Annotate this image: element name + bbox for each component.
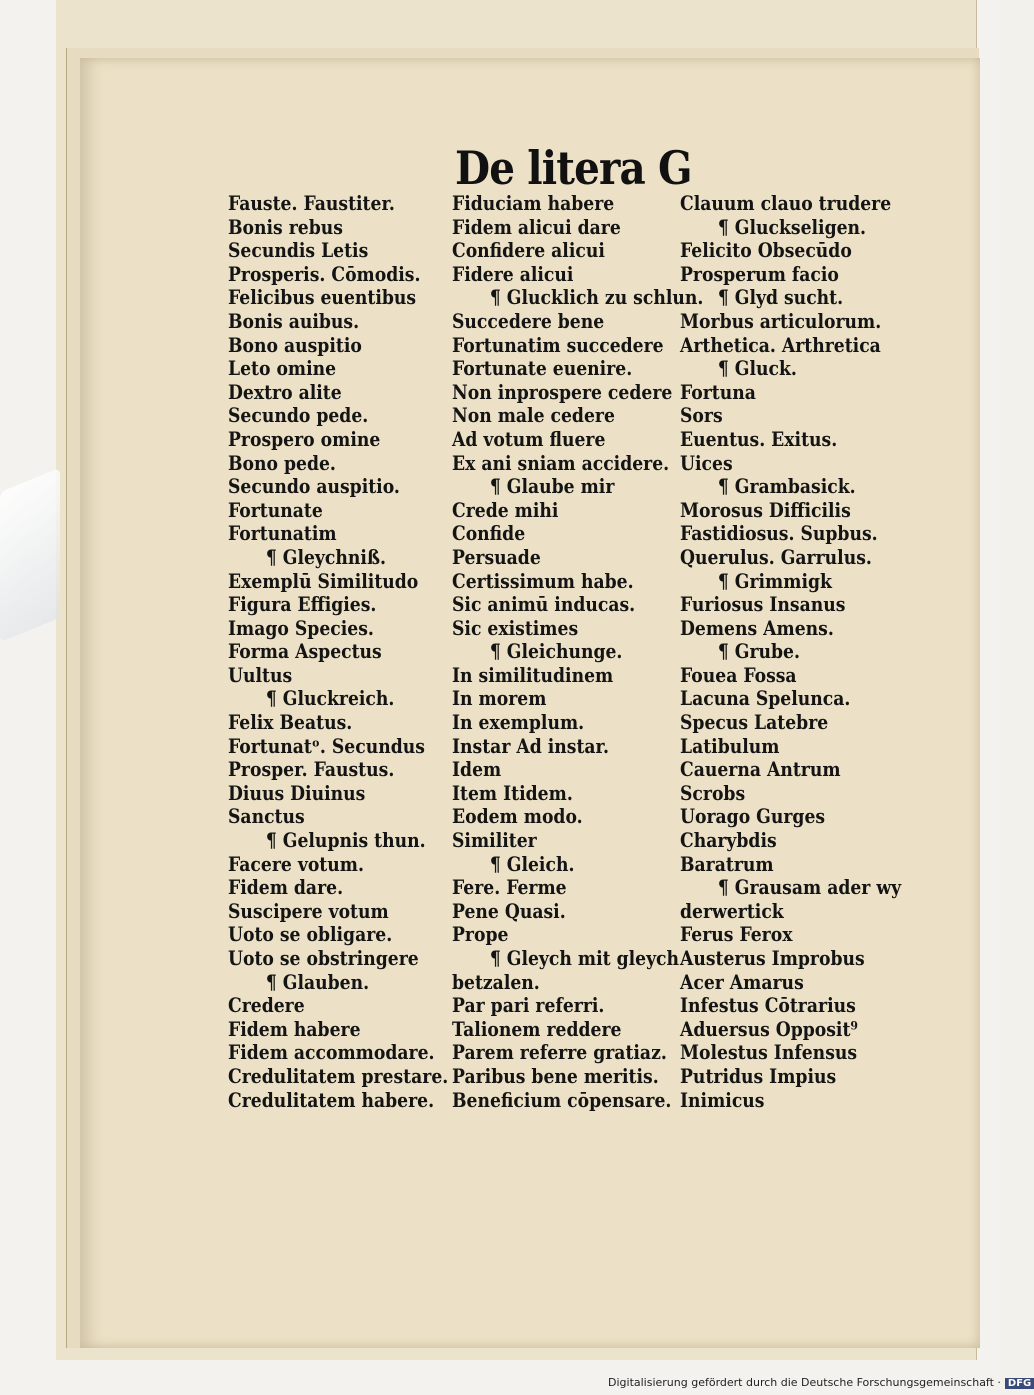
entry-heading: ¶ Gleych mit gleych [489,946,680,970]
entry-line: Certissimum habe. [452,568,634,593]
entry-heading: ¶ Grube. [717,639,800,664]
entry-line: Latibulum [680,733,780,758]
entry-heading: ¶ Gluck. [717,356,797,381]
entry-heading: ¶ Gluckreich. [265,686,395,711]
credit-text: Digitalisierung gefördert durch die Deutsche Forschungsgemeinschaft · [608,1376,1001,1389]
entry-line: Pene Quasi. [452,898,566,923]
entry-line: Figura Effigies. [228,592,377,617]
entry-line: Confidere alicui [452,238,605,263]
entry-line: Fidem accommodare. [228,1040,435,1065]
entry-line: Eodem modo. [452,804,583,829]
entry-line: Diuus Diuinus [228,780,366,805]
entry-line: Uultus [228,662,293,687]
entry-line: Fortunatᵒ. Secundus [228,733,425,758]
entry-line: Inimicus [680,1087,765,1112]
entry-line: Fidem habere [228,1016,361,1041]
entry-line: Parem referre gratiaz. [452,1040,667,1065]
entry-line: Felix Beatus. [228,710,353,735]
entry-line: Morosus Difficilis [680,497,851,522]
column-left [228,192,453,1112]
entry-line: Ex ani sniam accidere. [452,450,670,475]
entry-line: Sors [680,403,723,428]
entry-line: Credulitatem habere. [228,1087,435,1112]
entry-heading: ¶ Gelupnis thun. [265,828,426,853]
entry-line: Scrobs [680,780,746,805]
digitization-credit [608,1376,1032,1392]
entry-line: Infestus Cōtrarius [680,993,856,1018]
dfg-logo: DFG [1005,1378,1034,1389]
entry-line: Charybdis [680,828,777,853]
entry-line: Credere [228,993,305,1018]
entry-line: Cauerna Antrum [680,757,841,782]
entry-line: Secundis Letis [228,238,369,263]
entry-line: Non inprospere cedere [452,379,673,404]
entry-heading: ¶ Grausam ader wy [717,875,902,900]
entry-line: Bono auspitio [228,332,362,357]
entry-line: Putridus Impius [680,1063,837,1088]
entry-line: Crede mihi [452,497,559,522]
entry-line: Imago Species. [228,615,374,640]
entry-line: Fortuna [680,379,756,404]
entry-line: Fauste. Faustiter. [228,191,395,215]
entry-line: Similiter [452,828,537,853]
binding-strip [0,468,60,642]
page-heading: De litera G [455,141,692,195]
entry-line: Uoto se obstringere [228,946,419,970]
entry-line: Fidem dare. [228,875,344,900]
entry-line: Querulus. Garrulus. [680,544,872,569]
entry-line: Prospero omine [228,426,381,451]
entry-line: Beneficium cōpensare. [452,1087,672,1112]
entry-line: Bono pede. [228,450,336,475]
entry-line: Fortunate [228,497,323,522]
entry-heading: ¶ Gleichunge. [489,639,623,664]
entry-line: Sanctus [228,804,305,829]
entry-line: Uoto se obligare. [228,922,393,947]
entry-line: Prosperum facio [680,261,839,286]
entry-line: Euentus. Exitus. [680,426,838,451]
entry-line: Specus Latebre [680,710,829,735]
entry-line: Furiosus Insanus [680,592,846,617]
entry-line: Leto omine [228,356,337,381]
entry-line: Bonis rebus [228,214,343,239]
entry-line: Fiduciam habere [452,191,615,215]
entry-line: Suscipere votum [228,898,389,923]
entry-heading: ¶ Gleich. [489,851,575,876]
entry-line: Sic animū inducas. [452,592,636,617]
entry-line: Fidere alicui [452,261,574,286]
entry-line: Fidem alicui dare [452,214,621,239]
entry-heading: ¶ Grimmigk [717,568,832,593]
entry-line: Item Itidem. [452,780,573,805]
entry-line: Prosper. Faustus. [228,757,395,782]
entry-line: Morbus articulorum. [680,308,882,333]
entry-heading: ¶ Glyd sucht. [717,285,844,310]
entry-heading: ¶ Glauben. [265,969,370,994]
entry-line: Ad votum fluere [452,426,606,451]
entry-line: Fouea Fossa [680,662,797,687]
entry-heading: ¶ Gleychniß. [265,544,387,569]
entry-line: Baratrum [680,851,774,876]
entry-line: Secundo auspitio. [228,474,400,499]
entry-line: Fere. Ferme [452,875,567,900]
entry-line: Persuade [452,544,541,569]
entry-line: Dextro alite [228,379,342,404]
entry-line: Clauum clauo trudere [680,191,892,215]
entry-line: Idem [452,757,502,782]
entry-line: Fortunatim succedere [452,332,664,357]
entry-line: Sic existimes [452,615,579,640]
entry-line: Exemplū Similitudo [228,568,419,593]
entry-line: Secundo pede. [228,403,369,428]
entry-line: Fastidiosus. Supbus. [680,521,878,546]
entry-line: Credulitatem prestare. [228,1063,449,1088]
entry-line: Arthetica. Arthretica [680,332,881,357]
entry-line: betzalen. [452,969,540,994]
entry-line: Facere votum. [228,851,364,876]
entry-line: Felicibus euentibus [228,285,417,310]
entry-line: Uorago Gurges [680,804,826,829]
entry-line: Fortunatim [228,521,337,546]
entry-heading: ¶ Glucklich zu schlun. [489,285,704,310]
entry-line: In similitudinem [452,662,614,687]
entry-line: Talionem reddere [452,1016,622,1041]
entry-line: Prope [452,922,509,947]
entry-line: Bonis auibus. [228,308,360,333]
entry-line: Forma Aspectus [228,639,382,664]
entry-line: Lacuna Spelunca. [680,686,851,711]
column-right [680,192,912,1112]
entry-heading: ¶ Glaube mir [489,474,615,499]
entry-line: In morem [452,686,547,711]
entry-line: Prosperis. Cōmodis. [228,261,421,286]
entry-line: Molestus Infensus [680,1040,858,1065]
entry-line: Acer Amarus [680,969,804,994]
entry-line: Uices [680,450,733,475]
entry-line: Fortunate euenire. [452,356,633,381]
entry-line: Austerus Improbus [680,946,865,970]
entry-line: Instar Ad instar. [452,733,610,758]
entry-line: Felicito Obsecūdo [680,238,852,263]
entry-line: Succedere bene [452,308,605,333]
entry-heading: ¶ Grambasick. [717,474,856,499]
entry-line: Demens Amens. [680,615,834,640]
entry-line: In exemplum. [452,710,585,735]
entry-heading: ¶ Gluckseligen. [717,214,867,239]
entry-line: Par pari referri. [452,993,605,1018]
entry-line: Paribus bene meritis. [452,1063,659,1088]
entry-line: derwertick [680,898,784,923]
entry-line: Ferus Ferox [680,922,793,947]
entry-line: Non male cedere [452,403,615,428]
entry-line: Aduersus Opposit⁹ [680,1016,858,1041]
entry-line: Confide [452,521,526,546]
